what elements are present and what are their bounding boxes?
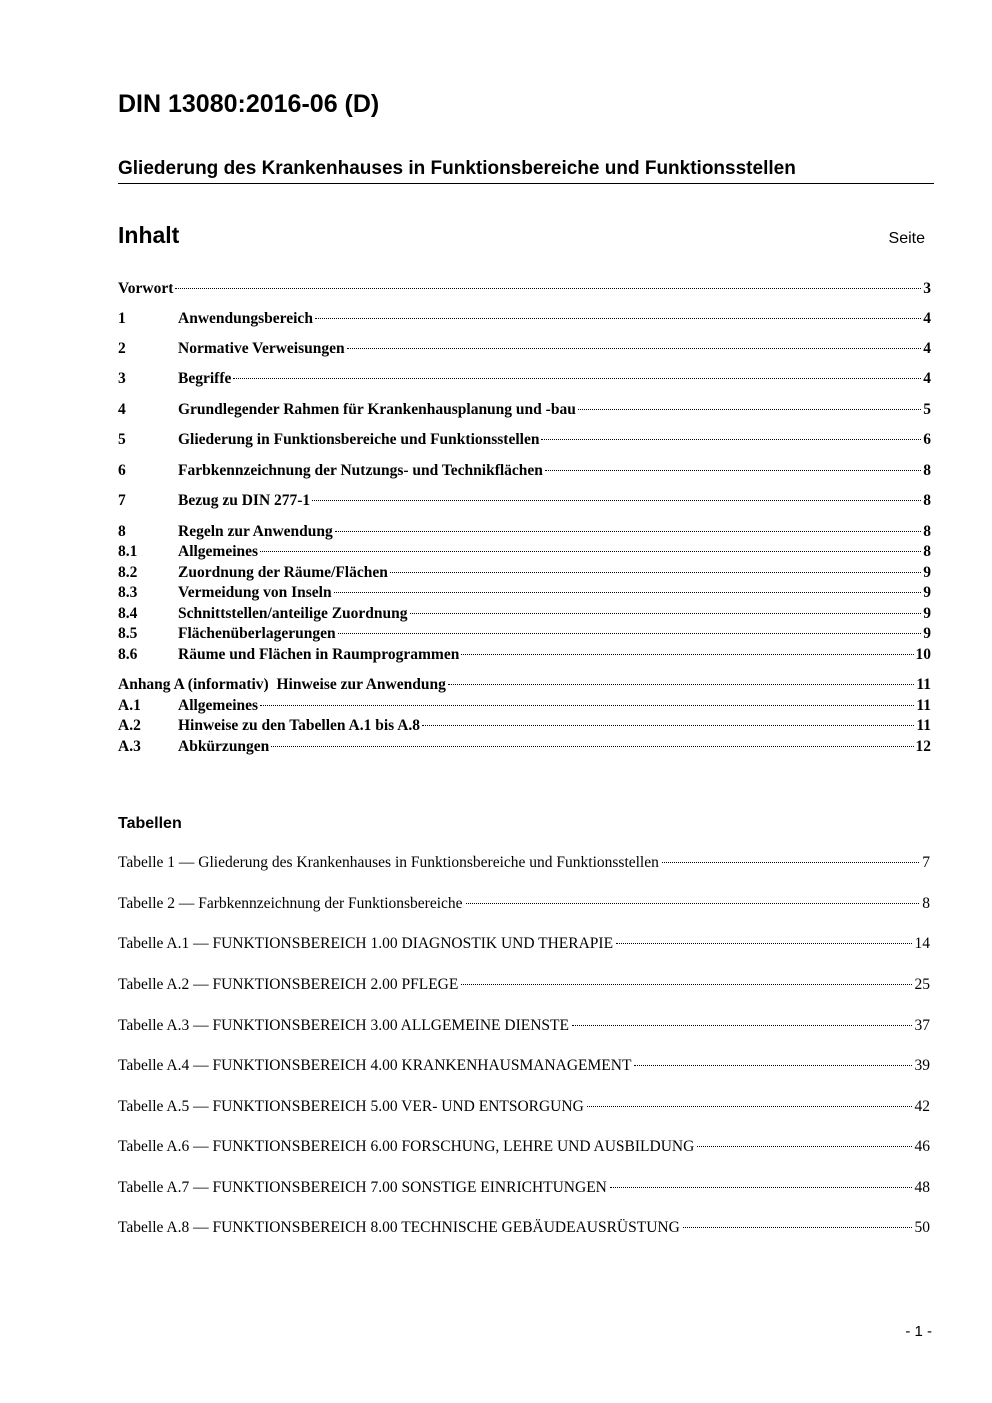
document-id: DIN 13080:2016-06 (D) — [118, 90, 380, 118]
toc-entry-label: Zuordnung der Räume/Flächen — [178, 564, 388, 581]
toc-entry-label: Anwendungsbereich — [178, 310, 313, 327]
toc-entry-page: 10 — [915, 646, 931, 663]
leader-dots — [461, 984, 911, 985]
toc-entry-label: Hinweise zu den Tabellen A.1 bis A.8 — [178, 717, 421, 734]
toc-entry-page: 4 — [923, 310, 931, 327]
toc-entry[interactable] — [118, 543, 931, 563]
table-entry-label: Tabelle A.3 — FUNKTIONSBEREICH 3.00 ALLGEMEINE DIENSTE — [118, 1017, 569, 1034]
toc-entry-page: 11 — [916, 717, 931, 734]
table-entry-label: Tabelle A.5 — FUNKTIONSBEREICH 5.00 VER- UND ENTSORGUNG — [118, 1098, 584, 1115]
leader-dots — [335, 531, 922, 532]
toc-entry[interactable] — [118, 717, 931, 737]
table-entry-page: 14 — [914, 935, 930, 952]
toc-entry-page: 4 — [923, 340, 931, 357]
leader-dots — [634, 1065, 911, 1066]
toc-entry-number: 8.3 — [118, 584, 138, 601]
tables-heading: Tabellen — [118, 815, 182, 832]
title-rule — [118, 158, 934, 184]
leader-dots — [271, 746, 913, 747]
leader-dots — [422, 725, 914, 726]
toc-entry[interactable] — [118, 431, 931, 451]
toc-entry-label: Begriffe — [178, 370, 232, 387]
toc-entry[interactable] — [118, 401, 931, 421]
toc-entry-number: 4 — [118, 401, 126, 418]
toc-entry-page: 5 — [923, 401, 931, 418]
table-list-entry[interactable] — [118, 976, 930, 996]
toc-entry-number: 8.5 — [118, 625, 138, 642]
leader-dots — [466, 903, 920, 904]
table-entry-page: 48 — [914, 1179, 930, 1196]
toc-entry[interactable] — [118, 310, 931, 330]
table-entry-page: 50 — [914, 1219, 930, 1236]
toc-entry-number: A.3 — [118, 738, 141, 755]
leader-dots — [315, 318, 921, 319]
leader-dots — [697, 1146, 911, 1147]
table-list-entry[interactable] — [118, 854, 930, 874]
toc-entry-label: Gliederung in Funktionsbereiche und Funktionsstellen — [178, 431, 540, 448]
toc-entry-label: Räume und Flächen in Raumprogrammen — [178, 646, 460, 663]
leader-dots — [312, 500, 921, 501]
toc-entry-page: 9 — [923, 625, 931, 642]
leader-dots — [610, 1187, 912, 1188]
table-list-entry[interactable] — [118, 1017, 930, 1037]
toc-entry-number: 5 — [118, 431, 126, 448]
toc-entry-page: 8 — [923, 462, 931, 479]
toc-entry-label: Schnittstellen/anteilige Zuordnung — [178, 605, 408, 622]
toc-entry[interactable] — [118, 370, 931, 390]
document-title: Gliederung des Krankenhauses in Funktionsbereiche und Funktionsstellen — [118, 158, 796, 179]
toc-entry-number: A.2 — [118, 717, 141, 734]
table-entry-page: 25 — [914, 976, 930, 993]
toc-entry-label: Anhang A (informativ) Hinweise zur Anwendung — [118, 676, 446, 693]
leader-dots — [334, 592, 922, 593]
leader-dots — [662, 862, 919, 863]
leader-dots — [461, 654, 913, 655]
leader-dots — [260, 551, 921, 552]
toc-entry-number: 8.2 — [118, 564, 138, 581]
toc-entry-page: 11 — [916, 676, 931, 693]
toc-entry-label: Grundlegender Rahmen für Krankenhausplanung und -bau — [178, 401, 576, 418]
table-list-entry[interactable] — [118, 935, 930, 955]
leader-dots — [233, 378, 921, 379]
leader-dots — [545, 470, 921, 471]
leader-dots — [347, 348, 922, 349]
table-entry-page: 7 — [922, 854, 930, 871]
toc-entry[interactable] — [118, 605, 931, 625]
table-entry-label: Tabelle A.7 — FUNKTIONSBEREICH 7.00 SONSTIGE EINRICHTUNGEN — [118, 1179, 607, 1196]
toc-entry[interactable] — [118, 462, 931, 482]
toc-entry-label: Regeln zur Anwendung — [178, 523, 333, 540]
table-list-entry[interactable] — [118, 1098, 930, 1118]
leader-dots — [260, 705, 914, 706]
toc-entry-number: 2 — [118, 340, 126, 357]
table-entry-page: 39 — [914, 1057, 930, 1074]
toc-entry-number: 8.1 — [118, 543, 138, 560]
toc-entry[interactable] — [118, 280, 931, 300]
table-list-entry[interactable] — [118, 1179, 930, 1199]
table-entry-page: 8 — [922, 895, 930, 912]
leader-dots — [338, 633, 922, 634]
leader-dots — [175, 288, 921, 289]
toc-entry[interactable] — [118, 738, 931, 758]
table-entry-label: Tabelle 1 — Gliederung des Krankenhauses in Funktionsbereiche und Funktionsstellen — [118, 854, 659, 871]
toc-entry[interactable] — [118, 523, 931, 543]
leader-dots — [572, 1025, 912, 1026]
toc-entry[interactable] — [118, 584, 931, 604]
toc-entry-number: A.1 — [118, 697, 141, 714]
table-entry-label: Tabelle A.4 — FUNKTIONSBEREICH 4.00 KRANKENHAUSMANAGEMENT — [118, 1057, 632, 1074]
toc-entry-page: 8 — [923, 523, 931, 540]
table-list-entry[interactable] — [118, 1057, 930, 1077]
toc-entry[interactable] — [118, 340, 931, 360]
toc-entry-page: 8 — [923, 492, 931, 509]
toc-entry-page: 9 — [923, 564, 931, 581]
toc-entry-page: 6 — [923, 431, 931, 448]
contents-heading: Inhalt — [118, 222, 180, 248]
toc-entry-page: 9 — [923, 605, 931, 622]
toc-entry[interactable] — [118, 564, 931, 584]
toc-entry-number: 6 — [118, 462, 126, 479]
leader-dots — [587, 1106, 912, 1107]
toc-entry-page: 3 — [923, 280, 931, 297]
toc-entry[interactable] — [118, 646, 931, 666]
toc-entry-number: 3 — [118, 370, 126, 387]
toc-entry-label: Flächenüberlagerungen — [178, 625, 336, 642]
toc-entry-label: Bezug zu DIN 277-1 — [178, 492, 311, 509]
page-column-label: Seite — [888, 230, 925, 247]
toc-entry-page: 12 — [915, 738, 931, 755]
table-entry-label: Tabelle A.8 — FUNKTIONSBEREICH 8.00 TECHNISCHE GEBÄUDEAUSRÜSTUNG — [118, 1219, 680, 1236]
table-list-entry[interactable] — [118, 1138, 930, 1158]
toc-entry[interactable] — [118, 697, 931, 717]
toc-entry-label: Allgemeines — [178, 697, 259, 714]
leader-dots — [541, 439, 921, 440]
toc-entry-number: 1 — [118, 310, 126, 327]
leader-dots — [390, 572, 921, 573]
leader-dots — [616, 943, 911, 944]
table-entry-label: Tabelle 2 — Farbkennzeichnung der Funktionsbereiche — [118, 895, 463, 912]
toc-entry-label: Farbkennzeichnung der Nutzungs- und Technikflächen — [178, 462, 543, 479]
toc-entry-page: 9 — [923, 584, 931, 601]
toc-entry-label: Vermeidung von Inseln — [178, 584, 332, 601]
leader-dots — [683, 1227, 912, 1228]
toc-entry[interactable] — [118, 676, 931, 696]
leader-dots — [410, 613, 922, 614]
leader-dots — [578, 409, 921, 410]
toc-entry-page: 11 — [916, 697, 931, 714]
toc-entry-number: 7 — [118, 492, 126, 509]
toc-entry-label: Vorwort — [118, 280, 174, 297]
table-entry-page: 46 — [914, 1138, 930, 1155]
toc-entry-label: Normative Verweisungen — [178, 340, 345, 357]
table-list-entry[interactable] — [118, 1219, 930, 1239]
toc-entry[interactable] — [118, 492, 931, 512]
leader-dots — [448, 684, 914, 685]
table-entry-page: 37 — [914, 1017, 930, 1034]
toc-entry-number: 8.4 — [118, 605, 138, 622]
toc-entry-number: 8.6 — [118, 646, 138, 663]
toc-entry-number: 8 — [118, 523, 126, 540]
page-number: - 1 - — [905, 1323, 932, 1340]
table-entry-label: Tabelle A.2 — FUNKTIONSBEREICH 2.00 PFLEGE — [118, 976, 459, 993]
table-list-entry[interactable] — [118, 895, 930, 915]
table-entry-page: 42 — [914, 1098, 930, 1115]
table-entry-label: Tabelle A.1 — FUNKTIONSBEREICH 1.00 DIAGNOSTIK UND THERAPIE — [118, 935, 614, 952]
toc-entry-page: 8 — [923, 543, 931, 560]
toc-entry[interactable] — [118, 625, 931, 645]
toc-entry-label: Allgemeines — [178, 543, 259, 560]
toc-entry-page: 4 — [923, 370, 931, 387]
table-entry-label: Tabelle A.6 — FUNKTIONSBEREICH 6.00 FORSCHUNG, LEHRE UND AUSBILDUNG — [118, 1138, 695, 1155]
toc-entry-label: Abkürzungen — [178, 738, 270, 755]
